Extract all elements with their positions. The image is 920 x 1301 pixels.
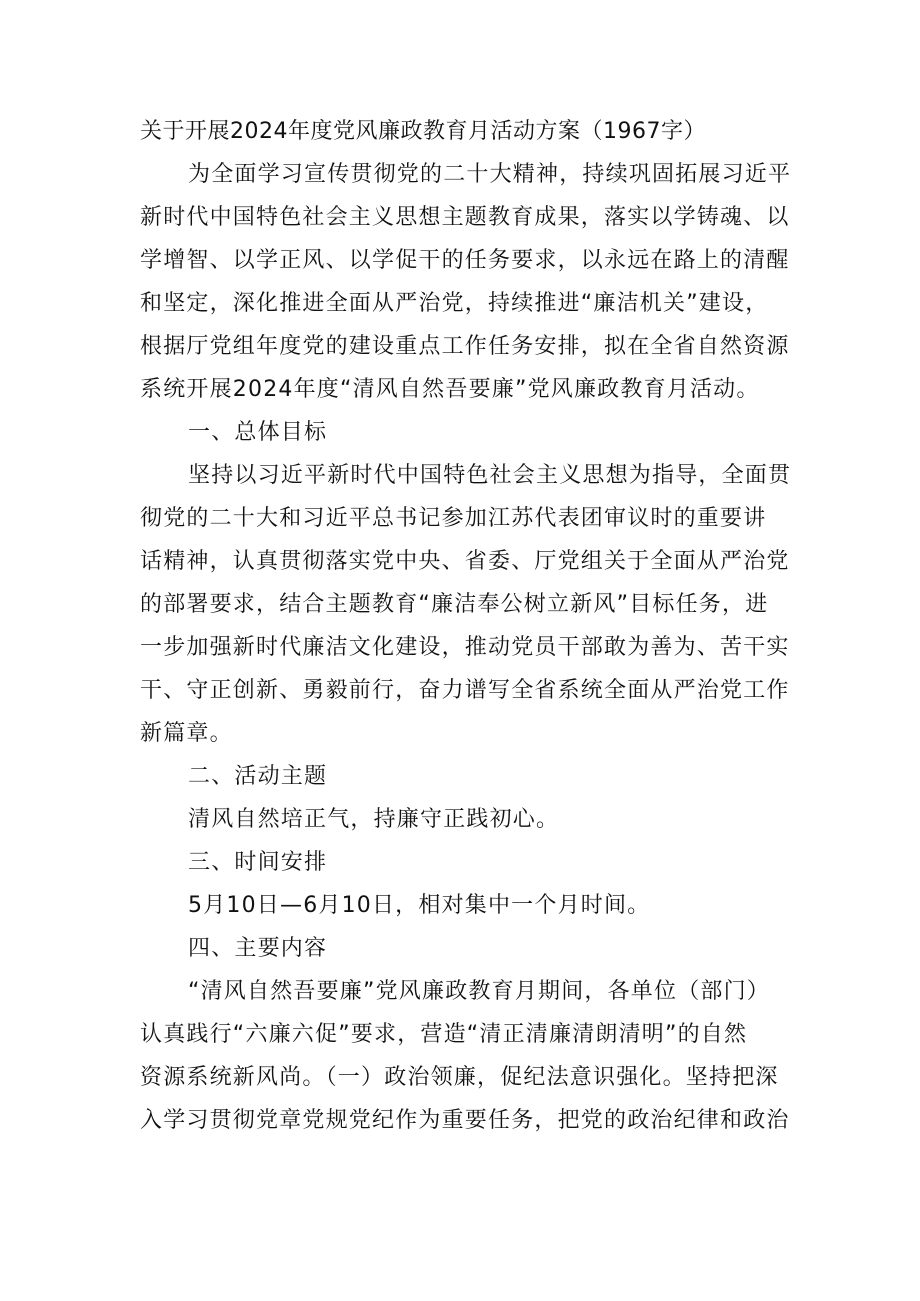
paragraph-line: 干、守正创新、勇毅前行，奋力谱写全省系统全面从严治党工作: [140, 678, 790, 703]
paragraph-line: 彻党的二十大和习近平总书记参加江苏代表团审议时的重要讲: [140, 506, 767, 531]
section-heading: 三、时间安排: [188, 850, 328, 875]
document-title: 关于开展2024年度党风廉政教育月活动方案（1967字）: [140, 119, 706, 144]
section-heading: 二、活动主题: [188, 764, 328, 789]
section-heading: 四、主要内容: [188, 936, 328, 961]
paragraph-line: 一步加强新时代廉洁文化建设，推动党员干部敢为善为、苦干实: [140, 635, 790, 660]
paragraph-line: 和坚定，深化推进全面从严治党，持续推进“廉洁机关”建设，: [140, 291, 769, 316]
paragraph-line: 学增智、以学正风、以学促干的任务要求，以永远在路上的清醒: [140, 248, 790, 273]
paragraph-line: 根据厅党组年度党的建设重点工作任务安排，拟在全省自然资源: [140, 334, 790, 359]
section-heading: 一、总体目标: [188, 420, 328, 445]
paragraph-line: 新篇章。: [140, 721, 233, 746]
paragraph-line: 入学习贯彻党章党规党纪作为重要任务，把党的政治纪律和政治: [140, 1108, 790, 1133]
paragraph-line: 新时代中国特色社会主义思想主题教育成果，落实以学铸魂、以: [140, 205, 790, 230]
paragraph-line: 认真践行“六廉六促”要求，营造“清正清廉清朗清明”的自然: [140, 1022, 748, 1047]
paragraph-line: 5月10日—6月10日，相对集中一个月时间。: [188, 893, 651, 918]
paragraph-line: 的部署要求，结合主题教育“廉洁奉公树立新风”目标任务，进: [140, 592, 769, 617]
paragraph-line: 坚持以习近平新时代中国特色社会主义思想为指导，全面贯: [188, 463, 792, 488]
paragraph-line: 清风自然培正气，持廉守正践初心。: [188, 807, 560, 832]
paragraph-line: 系统开展2024年度“清风自然吾要廉”党风廉政教育月活动。: [140, 377, 760, 402]
paragraph-line: 话精神，认真贯彻落实党中央、省委、厅党组关于全面从严治党: [140, 549, 790, 574]
paragraph-line: 资源系统新风尚。（一）政治领廉，促纪法意识强化。坚持把深: [140, 1065, 779, 1090]
paragraph-line: “清风自然吾要廉”党风廉政教育月期间，各单位（部门）: [188, 979, 770, 1004]
paragraph-line: 为全面学习宣传贯彻党的二十大精神，持续巩固拓展习近平: [188, 162, 792, 187]
